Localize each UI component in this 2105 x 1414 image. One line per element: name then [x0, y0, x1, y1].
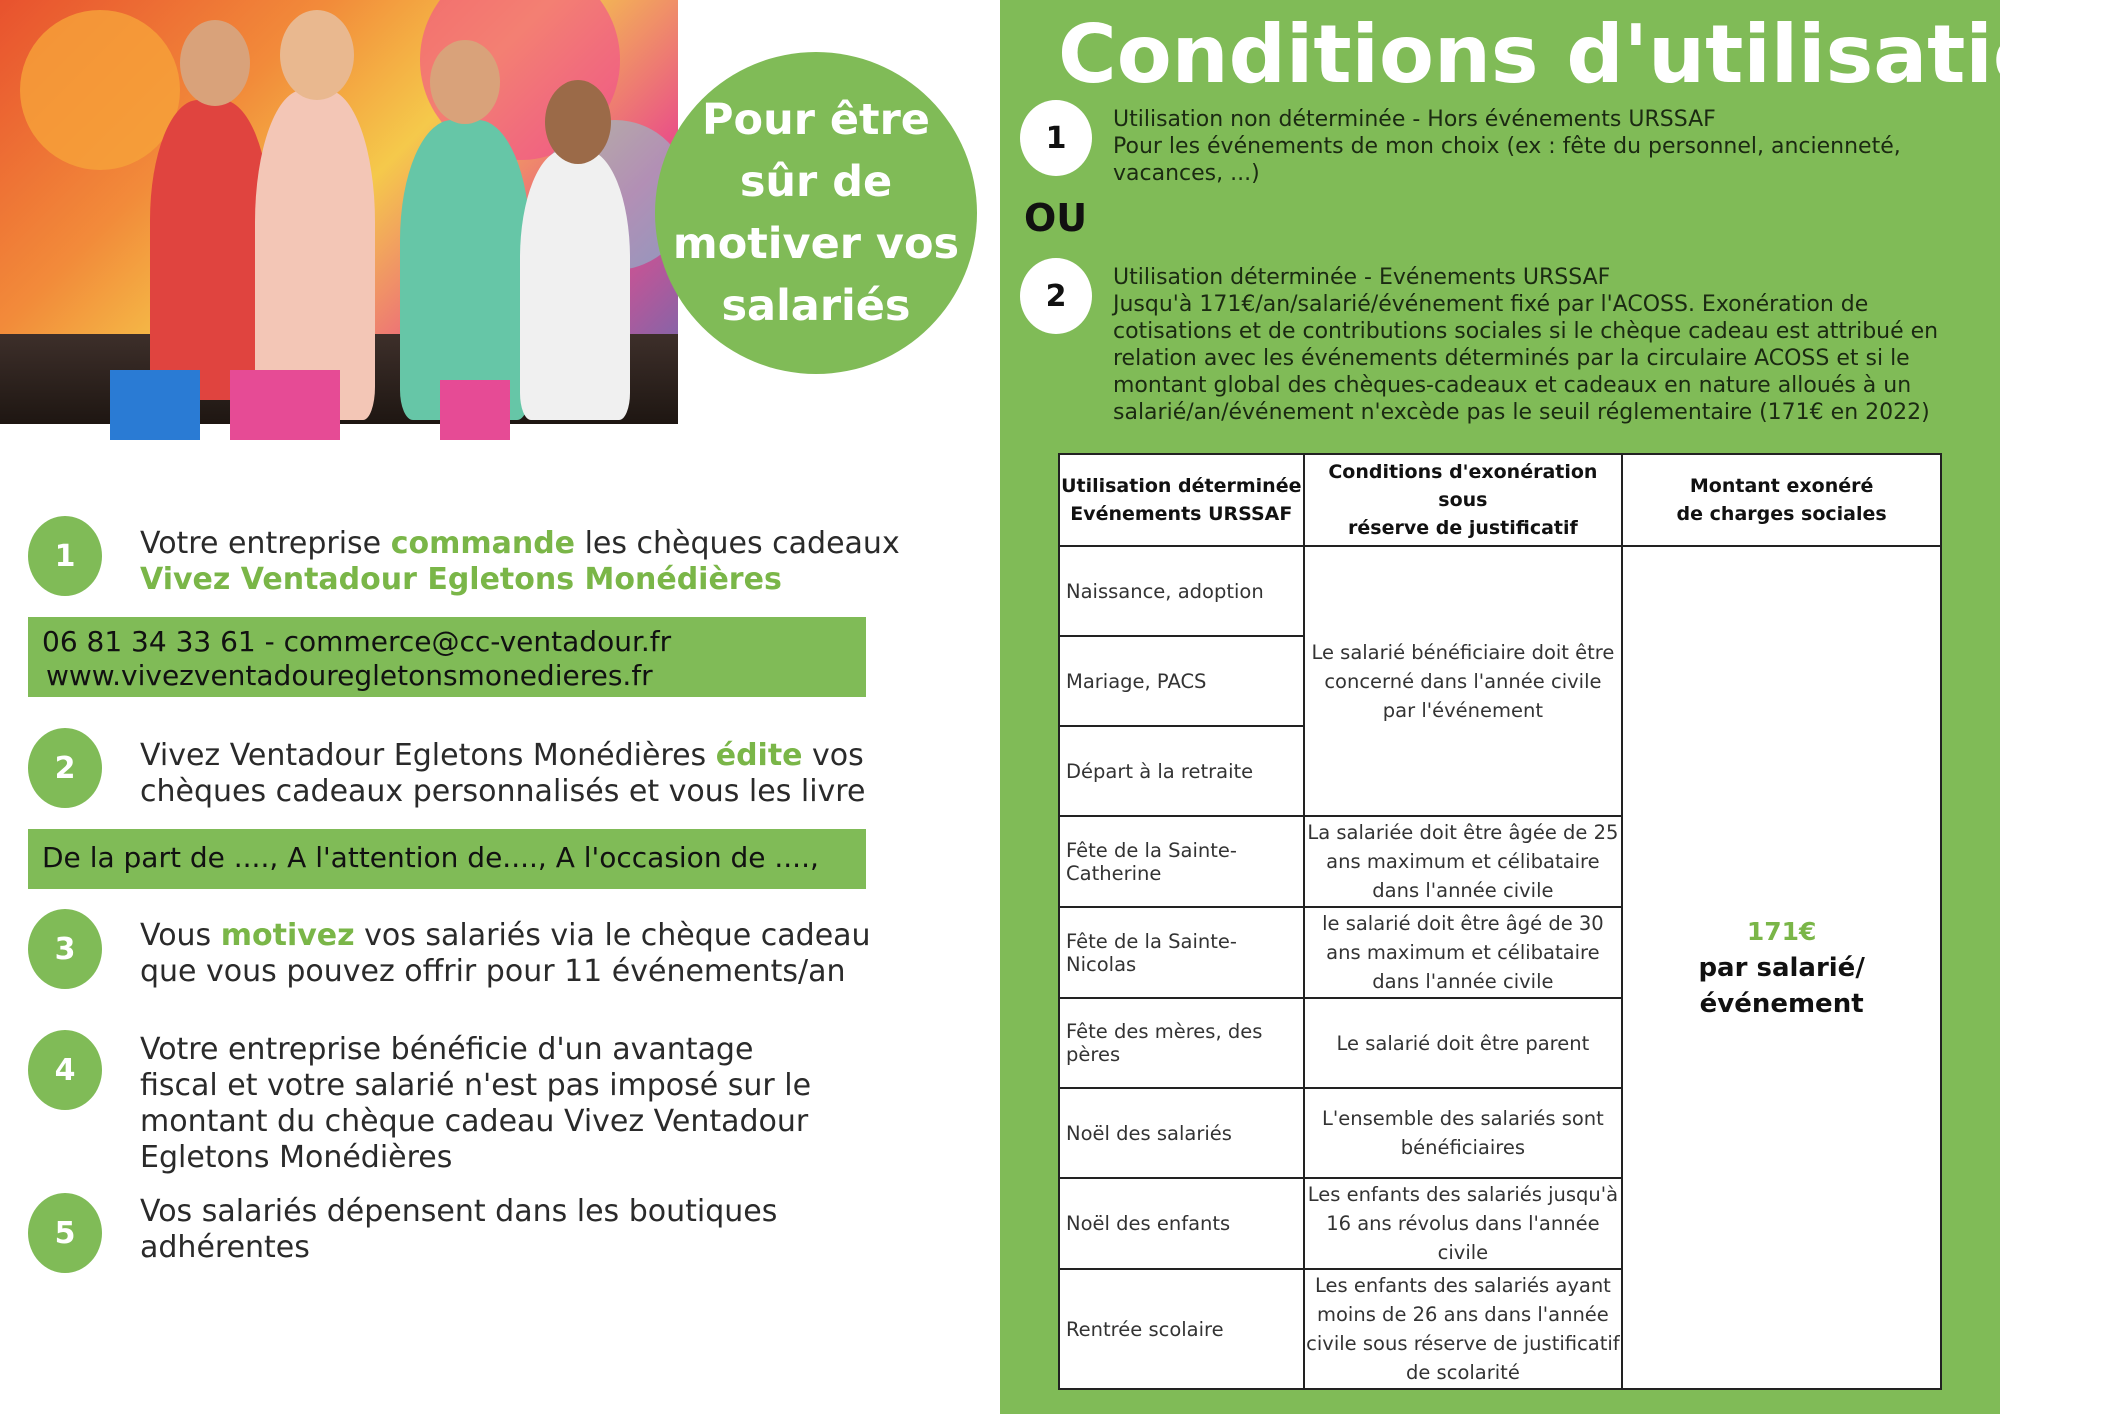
- header-events: [1059, 454, 1304, 546]
- step-text: Vous: [140, 918, 221, 953]
- step-3-text: [140, 918, 871, 990]
- circle-line: Pour être: [702, 95, 930, 145]
- circle-line: salariés: [721, 281, 911, 331]
- step-highlight: motivez: [220, 918, 355, 953]
- motivation-circle: [655, 52, 977, 374]
- urssaf-events-table: [1058, 453, 1942, 1390]
- event-cell: Noël des enfants: [1059, 1178, 1304, 1269]
- dedication-text: De la part de ...., A l'attention de...., A l'occasion de ....,: [42, 841, 819, 874]
- step-1: [28, 516, 102, 596]
- step-text: Votre entreprise: [140, 526, 391, 561]
- step-2: [28, 728, 102, 808]
- option-1-number: 1: [1020, 100, 1092, 176]
- step-5: [28, 1193, 102, 1273]
- step-number: 3: [28, 909, 102, 989]
- event-cell: Noël des salariés: [1059, 1088, 1304, 1178]
- table-header-row: [1059, 454, 1941, 546]
- header-text: réserve de justificatif: [1348, 517, 1578, 539]
- event-cell: Fête de la Sainte-Catherine: [1059, 816, 1304, 907]
- step-5-text: Vos salariés dépensent dans les boutiques adhérentes: [140, 1194, 778, 1265]
- or-label: OU: [1024, 196, 1088, 240]
- circle-line: sûr de: [739, 157, 893, 207]
- step-text: chèques cadeaux personnalisés et vous les livre: [140, 774, 866, 809]
- step-text: Vivez Ventadour Egletons Monédières: [140, 738, 716, 773]
- step-4-text: Votre entreprise bénéficie d'un avantage fiscal et votre salarié n'est pas imposé sur le montant du chèque cadeau Vivez Ventadour Egletons Monédières: [140, 1032, 812, 1175]
- header-amount: [1622, 454, 1941, 546]
- step-3: [28, 909, 102, 989]
- table-row: [1059, 546, 1941, 636]
- event-cell: Fête des mères, des pères: [1059, 998, 1304, 1088]
- header-text: Montant exonéré: [1689, 475, 1874, 497]
- option-1-title: Utilisation non déterminée - Hors événements URSSAF: [1113, 107, 1716, 132]
- event-cell: Naissance, adoption: [1059, 546, 1304, 636]
- header-text: Conditions d'exonération sous: [1328, 461, 1598, 511]
- header-text: Evénements URSSAF: [1070, 503, 1293, 525]
- amount-unit: par salarié/événement: [1698, 952, 1865, 1019]
- condition-cell: Le salarié bénéficiaire doit être concerné dans l'année civile par l'événement: [1304, 546, 1623, 816]
- step-text: vos: [802, 738, 864, 773]
- condition-cell: La salariée doit être âgée de 25 ans maximum et célibataire dans l'année civile: [1304, 816, 1623, 907]
- step-2-text: [140, 738, 865, 810]
- step-number: 4: [28, 1030, 102, 1110]
- dedication-bar: [28, 829, 866, 889]
- condition-cell: L'ensemble des salariés sont bénéficiaires: [1304, 1088, 1623, 1178]
- step-number: 1: [28, 516, 102, 596]
- conditions-title: Conditions d'utilisation: [1058, 8, 2105, 101]
- condition-cell: le salarié doit être âgé de 30 ans maximum et célibataire dans l'année civile: [1304, 907, 1623, 998]
- step-text: que vous pouvez offrir pour 11 événements/an: [140, 954, 846, 989]
- contact-website: www.vivezventadouregletonsmonedieres.fr: [46, 659, 653, 692]
- condition-cell: Les enfants des salariés jusqu'à 16 ans révolus dans l'année civile: [1304, 1178, 1623, 1269]
- contact-phone-email: 06 81 34 33 61 - commerce@cc-ventadour.fr: [42, 625, 672, 658]
- option-2-number: 2: [1020, 258, 1092, 334]
- step-4: [28, 1030, 102, 1110]
- option-2-title: Utilisation déterminée - Evénements URSSAF: [1113, 265, 1611, 290]
- step-highlight: édite: [715, 738, 803, 773]
- amount-value: 171€: [1746, 916, 1817, 946]
- circle-line: motiver vos: [672, 219, 960, 269]
- event-cell: Départ à la retraite: [1059, 726, 1304, 816]
- step-highlight: commande: [390, 526, 576, 561]
- option-2-text: [1113, 264, 1963, 426]
- amount-cell: [1622, 546, 1941, 1389]
- header-text: de charges sociales: [1676, 503, 1887, 525]
- step-1-text: [140, 526, 900, 598]
- event-cell: Rentrée scolaire: [1059, 1269, 1304, 1389]
- condition-cell: Le salarié doit être parent: [1304, 998, 1623, 1088]
- event-cell: Mariage, PACS: [1059, 636, 1304, 726]
- event-cell: Fête de la Sainte-Nicolas: [1059, 907, 1304, 998]
- header-text: Utilisation déterminée: [1061, 475, 1302, 497]
- step-text: les chèques cadeaux: [575, 526, 900, 561]
- contact-bar: [28, 617, 866, 697]
- step-number: 5: [28, 1193, 102, 1273]
- step-text: vos salariés via le chèque cadeau: [354, 918, 871, 953]
- option-1-description: Pour les événements de mon choix (ex : fête du personnel, ancienneté, vacances, ...): [1113, 134, 1901, 186]
- step-number: 2: [28, 728, 102, 808]
- option-2-description: Jusqu'à 171€/an/salarié/événement fixé par l'ACOSS. Exonération de cotisations et de contributions sociales si le chèque cadeau est attribué en relation avec les événements déterminés par la circulaire ACOSS et si le montant global des chèques-cadeaux et cadeaux en nature alloués à un salarié/an/événement n'excède pas le seuil réglementaire (171€ en 2022): [1113, 292, 1939, 425]
- option-1-text: [1113, 106, 1973, 187]
- header-conditions: [1304, 454, 1623, 546]
- condition-cell: Les enfants des salariés ayant moins de 26 ans dans l'année civile sous réserve de justificatif de scolarité: [1304, 1269, 1623, 1389]
- brand-name: Vivez Ventadour Egletons Monédières: [140, 562, 782, 597]
- shopping-people-photo: [0, 0, 678, 424]
